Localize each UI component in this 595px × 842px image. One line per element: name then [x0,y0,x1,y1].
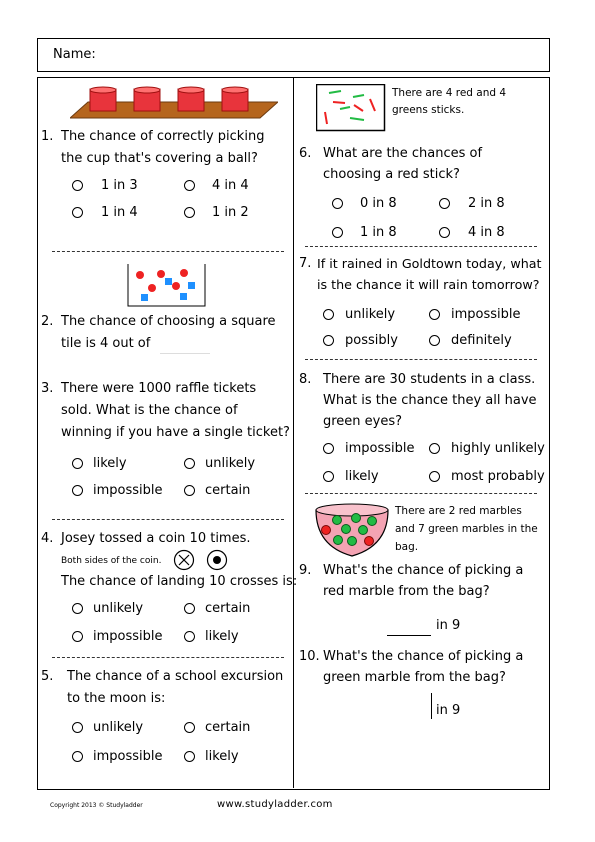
q1-option-label: 4 in 4 [212,178,249,193]
q7-option-radio[interactable] [323,335,334,346]
q5-option-radio[interactable] [72,751,83,762]
q8-text-line2: What is the chance they all have [323,393,537,408]
marble-bag-image [314,500,390,558]
q8-text-line1: There are 30 students in a class. [323,372,536,387]
green-marble [352,514,361,523]
cup-2 [134,87,160,111]
q1-option-label: 1 in 2 [212,205,249,220]
q1-option-radio[interactable] [72,207,83,218]
q8-option-label: likely [345,469,379,484]
red-dot [148,284,156,292]
blue-square [141,294,148,301]
q4-option-label: certain [205,601,251,616]
q7-option-radio[interactable] [429,309,440,320]
q8-option-radio[interactable] [429,471,440,482]
q3-option-label: certain [205,483,251,498]
q4-option-radio[interactable] [184,603,195,614]
red-dot [180,269,188,277]
q5-option-radio[interactable] [184,722,195,733]
red-marble [322,526,331,535]
q4-option-radio[interactable] [72,631,83,642]
cup-1 [90,87,116,111]
q6-option-label: 0 in 8 [360,196,397,211]
q9-text-line1: What's the chance of picking a [323,563,524,578]
blue-square [188,282,195,289]
marbles-note-line2: and 7 green marbles in the [395,523,538,535]
q3-option-radio[interactable] [72,458,83,469]
q5-text-line2: to the moon is: [67,691,166,706]
q3-option-radio[interactable] [72,485,83,496]
q1-text-line1: The chance of correctly picking [61,129,265,144]
q7-number: 7. [299,256,312,271]
green-marble [342,525,351,534]
q9-number: 9. [299,563,312,578]
q5-option-label: impossible [93,749,163,764]
q4-option-radio[interactable] [72,603,83,614]
q5-number: 5. [41,669,54,684]
q10-answer-box[interactable] [387,693,432,719]
q3-option-label: likely [93,456,127,471]
blue-square [180,293,187,300]
q4-number: 4. [41,531,54,546]
q4-option-label: impossible [93,629,163,644]
tiles-image [127,264,207,308]
separator [305,246,537,247]
cups-image [70,86,278,120]
q10-text-line1: What's the chance of picking a [323,649,524,664]
q8-option-label: highly unlikely [451,441,545,456]
q5-option-radio[interactable] [72,722,83,733]
cup-4 [222,87,248,111]
q1-option-label: 1 in 4 [101,205,138,220]
q1-number: 1. [41,129,54,144]
q10-number: 10. [299,649,320,664]
separator [305,359,537,360]
q5-option-label: unlikely [93,720,144,735]
column-divider [293,77,294,788]
q4-option-label: unlikely [93,601,144,616]
q6-text-line1: What are the chances of [323,146,483,161]
footer-copyright: Copyright 2013 © Studyladder [50,802,143,809]
q8-text-line3: green eyes? [323,414,403,429]
q9-text-line2: red marble from the bag? [323,584,490,599]
q1-option-radio[interactable] [184,180,195,191]
q9-answer-suffix: in 9 [436,618,461,633]
q8-option-radio[interactable] [323,471,334,482]
q4-option-radio[interactable] [184,631,195,642]
q2-answer-box[interactable] [160,335,210,354]
q5-text-line1: The chance of a school excursion [67,669,284,684]
q7-option-label: definitely [451,333,512,348]
q6-sticks-note-line2: greens sticks. [392,104,465,116]
name-label: Name: [53,47,96,62]
q2-text-line1: The chance of choosing a square [61,314,276,329]
name-input-area[interactable] [105,42,315,66]
q7-option-label: possibly [345,333,398,348]
q7-option-radio[interactable] [429,335,440,346]
q7-text-line2: is the chance it will rain tomorrow? [317,277,540,292]
q4-option-label: likely [205,629,239,644]
cup-3 [178,87,204,111]
q8-number: 8. [299,372,312,387]
blue-square [165,278,172,285]
q7-option-radio[interactable] [323,309,334,320]
q7-option-label: impossible [451,307,521,322]
q1-option-label: 1 in 3 [101,178,138,193]
q3-option-label: impossible [93,483,163,498]
red-dot [157,270,165,278]
q3-number: 3. [41,381,54,396]
marbles-note-line3: bag. [395,541,419,553]
q6-option-radio[interactable] [332,227,343,238]
separator [52,519,284,520]
q6-option-label: 2 in 8 [468,196,505,211]
green-marble [334,536,343,545]
marbles-note-line1: There are 2 red marbles [395,505,522,517]
coin-sides-image [173,549,229,571]
q8-option-label: most probably [451,469,545,484]
q8-option-radio[interactable] [429,443,440,454]
q6-number: 6. [299,146,312,161]
q6-option-radio[interactable] [332,198,343,209]
q2-number: 2. [41,314,54,329]
q4-text-line1: Josey tossed a coin 10 times. [61,531,251,546]
q6-option-radio[interactable] [439,198,450,209]
q5-option-label: certain [205,720,251,735]
q6-option-radio[interactable] [439,227,450,238]
q3-text-line3: winning if you have a single ticket? [61,425,290,440]
q10-answer-suffix: in 9 [436,703,461,718]
separator [305,493,537,494]
q7-option-label: unlikely [345,307,396,322]
red-stick [333,102,345,103]
q1-option-radio[interactable] [72,180,83,191]
cross-coin-icon [175,551,194,570]
q8-option-radio[interactable] [323,443,334,454]
sticks-image [316,84,386,132]
dot-coin-icon [208,551,227,570]
green-marble [359,526,368,535]
q6-text-line2: choosing a red stick? [323,167,460,182]
q3-text-line2: sold. What is the chance of [61,403,238,418]
q1-text-line2: the cup that's covering a ball? [61,151,258,166]
q9-answer-box[interactable] [387,610,431,636]
red-dot [136,271,144,279]
q3-option-radio[interactable] [184,485,195,496]
q6-option-label: 4 in 8 [468,225,505,240]
red-dot [172,282,180,290]
green-marble [348,537,357,546]
q7-text-line1: If it rained in Goldtown today, what [317,256,542,271]
separator [52,657,284,658]
q8-option-label: impossible [345,441,415,456]
footer-website-link[interactable]: www.studyladder.com [217,799,333,810]
q3-option-radio[interactable] [184,458,195,469]
red-marble [365,537,374,546]
q3-text-line1: There were 1000 raffle tickets [61,381,257,396]
q4-coin-note: Both sides of the coin. [61,556,162,566]
q2-text-line2: tile is 4 out of [61,336,151,351]
q5-option-radio[interactable] [184,751,195,762]
q4-text-line2: The chance of landing 10 crosses is: [61,574,298,589]
q3-option-label: unlikely [205,456,256,471]
q1-option-radio[interactable] [184,207,195,218]
q5-option-label: likely [205,749,239,764]
q6-sticks-note-line1: There are 4 red and 4 [392,87,507,99]
green-marble [368,517,377,526]
green-marble [333,516,342,525]
q6-option-label: 1 in 8 [360,225,397,240]
separator [52,251,284,252]
q10-text-line2: green marble from the bag? [323,670,506,685]
